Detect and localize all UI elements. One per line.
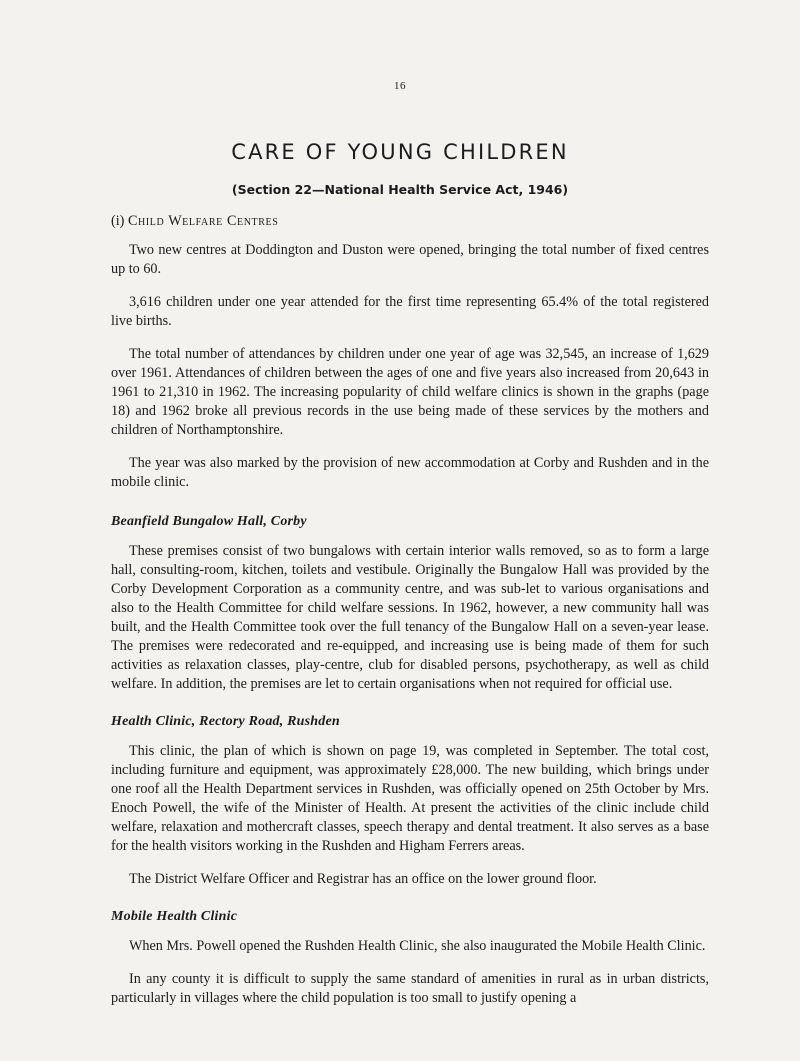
section-heading — [111, 212, 709, 231]
page-subtitle: (Section 22—National Health Service Act, 1946) — [231, 182, 569, 197]
document-body — [111, 212, 709, 1022]
section-number: (i) — [111, 213, 125, 229]
subheading-rushden: Health Clinic, Rectory Road, Rushden — [111, 714, 340, 729]
page-title: CARE OF YOUNG CHILDREN — [231, 140, 569, 164]
subheading-mobile: Mobile Health Clinic — [111, 909, 238, 924]
section-title: Child Welfare Centres — [127, 213, 279, 229]
page-number: 16 — [394, 80, 406, 92]
paragraph: 3,616 children under one year attended for the first time representing 65.4% of the total registered live births. — [111, 294, 709, 329]
paragraph: The District Welfare Officer and Registrar has an office on the lower ground floor. — [129, 871, 597, 887]
subheading-beanfield: Beanfield Bungalow Hall, Corby — [111, 514, 307, 529]
paragraph: The year was also marked by the provision of new accommodation at Corby and Rushden and in the mobile clinic. — [111, 455, 709, 490]
paragraph: This clinic, the plan of which is shown on page 19, was completed in September. The total cost, including furniture and equipment, was approximately £28,000. The new building, which brings under one roof all the Health Department services in Rushden, was officially opened on 25th October by Mrs. Enoch Powell, the wife of the Minister of Health. At present the activities of the clinic include child welfare, relaxation and mothercraft classes, speech therapy and dental treatment. It also serves as a base for the health visitors working in the Rushden and Higham Ferrers areas. — [111, 743, 709, 854]
paragraph: Two new centres at Doddington and Duston were opened, bringing the total number of fixed centres up to 60. — [111, 242, 709, 277]
paragraph: In any county it is difficult to supply the same standard of amenities in rural as in urban districts, particularly in villages where the child population is too small to justify opening a — [111, 971, 709, 1006]
paragraph: When Mrs. Powell opened the Rushden Health Clinic, she also inaugurated the Mobile Health Clinic. — [129, 938, 706, 954]
paragraph: These premises consist of two bungalows with certain interior walls removed, so as to form a large hall, consulting-room, kitchen, toilets and vestibule. Originally the Bungalow Hall was provided by the Corby Development Corporation as a community centre, and was sub-let to various organisations and also to the Health Committee for child welfare sessions. In 1962, however, a new community hall was built, and the Health Committee took over the full tenancy of the Bungalow Hall on a seven-year lease. The premises were redecorated and re-equipped, and increasing use is being made of them for such activities as relaxation classes, play-centre, club for disabled persons, psychotherapy, as well as child welfare. In addition, the premises are let to certain organisations when not required for official use. — [111, 543, 709, 692]
paragraph: The total number of attendances by children under one year of age was 32,545, an increase of 1,629 over 1961. Attendances of children between the ages of one and five years also increased from 20,643 in 1961 to 21,310 in 1962. The increasing popularity of child welfare clinics is shown in the graphs (page 18) and 1962 broke all previous records in the use being made of these services by the mothers and children of Northamptonshire. — [111, 346, 709, 438]
